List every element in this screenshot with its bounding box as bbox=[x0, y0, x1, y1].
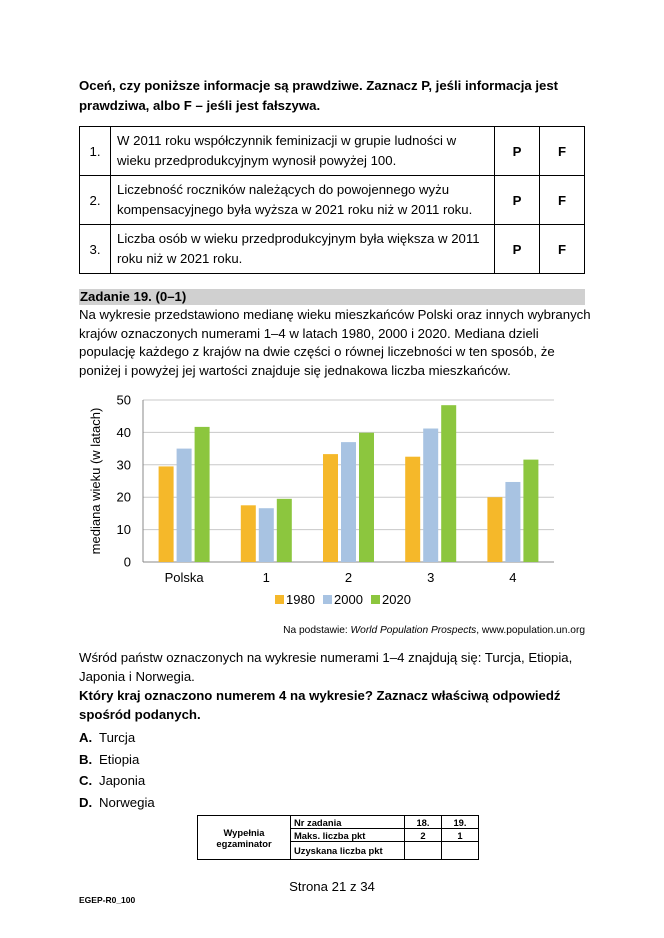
option-text: Turcja bbox=[99, 730, 136, 745]
task-number: 18. bbox=[405, 816, 442, 829]
option-letter: B. bbox=[79, 752, 93, 767]
x-tick-label: 1 bbox=[262, 570, 270, 585]
bar bbox=[159, 466, 174, 562]
table-row bbox=[80, 127, 585, 176]
bar bbox=[405, 457, 420, 562]
y-tick-label: 0 bbox=[123, 554, 131, 570]
bar bbox=[523, 460, 538, 562]
examiner-table bbox=[197, 815, 479, 860]
true-option[interactable]: P bbox=[495, 127, 540, 176]
x-tick-label: Polska bbox=[164, 570, 204, 585]
median-age-chart bbox=[79, 384, 585, 620]
obtained-points-field[interactable] bbox=[442, 842, 479, 860]
max-points: 1 bbox=[442, 829, 479, 842]
bar bbox=[359, 433, 374, 562]
source-prefix: Na podstawie: bbox=[283, 625, 351, 636]
bar bbox=[177, 449, 192, 562]
y-tick-label: 50 bbox=[116, 392, 131, 408]
exam-code: EGEP-R0_100 bbox=[79, 895, 136, 905]
true-option[interactable]: P bbox=[495, 225, 540, 274]
bar bbox=[505, 482, 520, 562]
legend-swatch bbox=[275, 595, 284, 604]
row-label: Maks. liczba pkt bbox=[291, 829, 405, 842]
statement-text: Liczba osób w wieku przedprodukcyjnym była większa w 2011 roku niż w 2021 roku. bbox=[111, 225, 495, 274]
legend-label: 2000 bbox=[334, 592, 363, 607]
source-suffix: , www.population.un.org bbox=[476, 625, 585, 636]
bar bbox=[341, 442, 356, 562]
bar bbox=[195, 427, 210, 562]
option-letter: A. bbox=[79, 730, 93, 745]
instruction: Oceń, czy poniższe informacje są prawdziwe. Zaznacz P, jeśli informacja jest prawdziwa, albo F – jeśli jest fałszywa. bbox=[79, 78, 559, 113]
source-note bbox=[283, 625, 585, 636]
bar bbox=[259, 508, 274, 562]
y-tick-label: 40 bbox=[116, 424, 131, 440]
answer-option-a[interactable] bbox=[79, 730, 135, 745]
bar bbox=[277, 499, 292, 562]
bar bbox=[241, 505, 256, 562]
table-row bbox=[80, 225, 585, 274]
source-title: World Population Prospects bbox=[350, 625, 477, 636]
bar bbox=[423, 429, 438, 562]
answer-option-c[interactable] bbox=[79, 773, 145, 788]
legend-swatch bbox=[371, 595, 380, 604]
answer-option-b[interactable] bbox=[79, 752, 139, 767]
table-row bbox=[80, 176, 585, 225]
max-points: 2 bbox=[405, 829, 442, 842]
option-text: Etiopia bbox=[99, 752, 140, 767]
false-option[interactable]: F bbox=[540, 225, 585, 274]
item-number: 3. bbox=[80, 225, 111, 274]
option-letter: D. bbox=[79, 795, 93, 810]
item-number: 1. bbox=[80, 127, 111, 176]
y-tick-label: 20 bbox=[116, 489, 131, 505]
legend-swatch bbox=[323, 595, 332, 604]
option-letter: C. bbox=[79, 773, 93, 788]
question: Który kraj oznaczono numerem 4 na wykresie? Zaznacz właściwą odpowiedź spośród podanych. bbox=[79, 688, 561, 722]
answer-option-d[interactable] bbox=[79, 795, 155, 810]
examiner-label: Wypełnia egzaminator bbox=[198, 816, 291, 860]
legend-label: 2020 bbox=[382, 592, 411, 607]
task-number: 19. bbox=[442, 816, 479, 829]
x-tick-label: 3 bbox=[427, 570, 435, 585]
bar bbox=[441, 405, 456, 562]
task-title: Zadanie 19. (0–1) bbox=[79, 289, 585, 305]
bar bbox=[487, 497, 502, 562]
x-tick-label: 2 bbox=[344, 570, 353, 585]
statement-text: W 2011 roku współczynnik feminizacji w grupie ludności w wieku przedprodukcyjnym wynosił powyżej 100. bbox=[111, 127, 495, 176]
option-text: Japonia bbox=[99, 773, 146, 788]
option-text: Norwegia bbox=[99, 795, 155, 810]
y-tick-label: 10 bbox=[116, 522, 131, 538]
item-number: 2. bbox=[80, 176, 111, 225]
x-tick-label: 4 bbox=[509, 570, 517, 585]
statement-text: Liczebność roczników należących do powojennego wyżu kompensacyjnego była wyższa w 2021 roku niż w 2011 roku. bbox=[111, 176, 495, 225]
row-label: Uzyskana liczba pkt bbox=[291, 842, 405, 860]
true-false-table bbox=[79, 126, 585, 274]
false-option[interactable]: F bbox=[540, 176, 585, 225]
y-axis-label: mediana wieku (w latach) bbox=[88, 407, 103, 555]
false-option[interactable]: F bbox=[540, 127, 585, 176]
table-row bbox=[198, 816, 479, 829]
page-number: Strona 21 z 34 bbox=[289, 879, 375, 894]
legend-label: 1980 bbox=[286, 592, 315, 607]
context-text: Wśród państw oznaczonych na wykresie numerami 1–4 znajdują się: Turcja, Etiopia, Japonia i Norwegia. bbox=[79, 650, 573, 684]
true-option[interactable]: P bbox=[495, 176, 540, 225]
task-description: Na wykresie przedstawiono medianę wieku mieszkańców Polski oraz innych wybranych krajów oznaczonych numerami 1–4 w latach 1980, 2000 i 2020. Mediana dzieli populację każdego z krajów na dwie części o równej liczebności w ten sposób, że poniżej i powyżej jej wartości znajduje się jednakowa liczba mieszkańców. bbox=[79, 307, 591, 378]
y-tick-label: 30 bbox=[116, 457, 131, 473]
obtained-points-field[interactable] bbox=[405, 842, 442, 860]
row-label: Nr zadania bbox=[291, 816, 405, 829]
bar bbox=[323, 454, 338, 562]
